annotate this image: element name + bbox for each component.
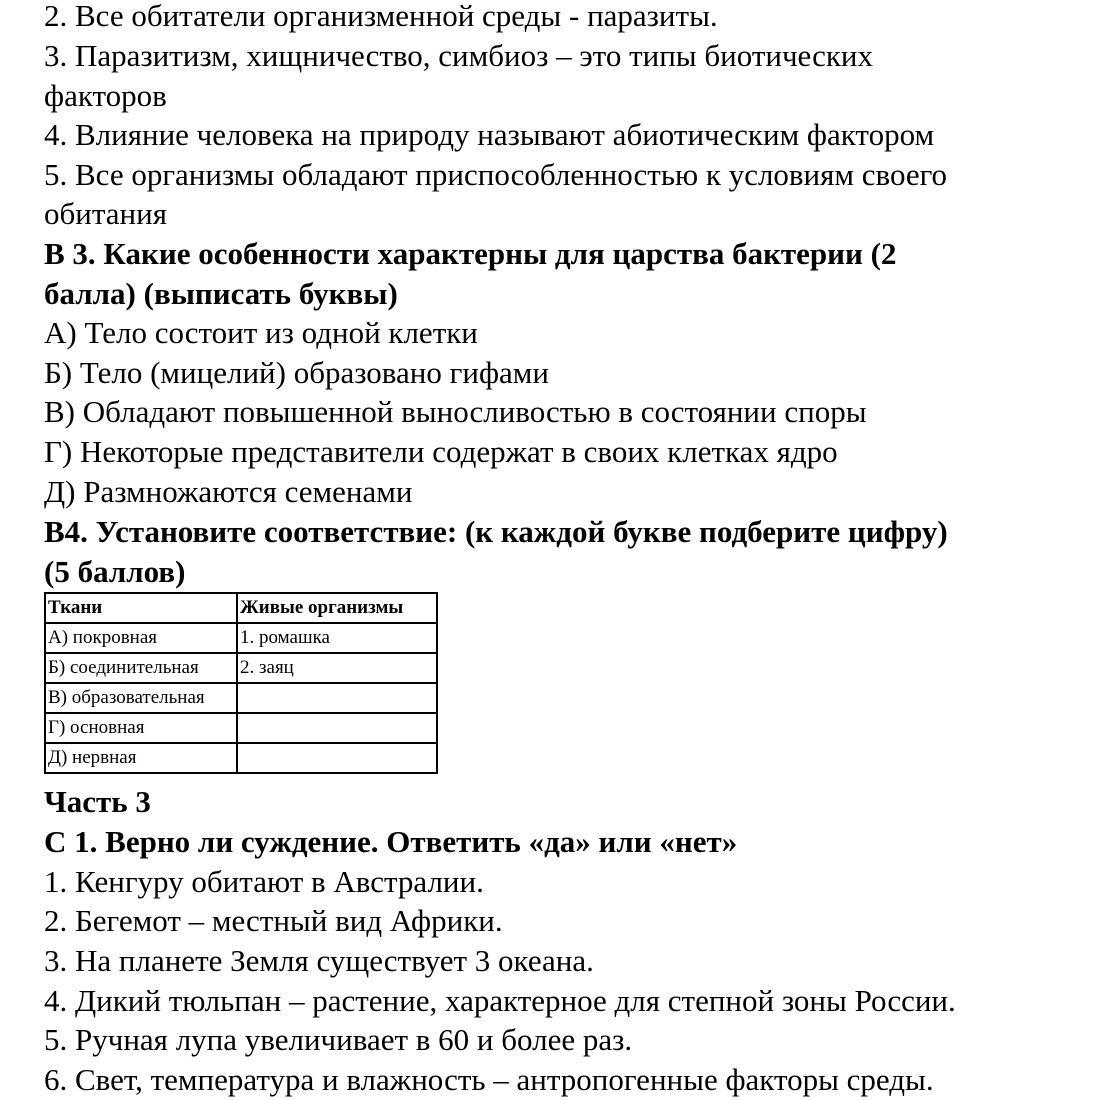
table-cell-organism	[237, 683, 437, 713]
b3-option-g: Г) Некоторые представители содержат в своих клетках ядро	[44, 434, 838, 469]
table-cell-organism	[237, 713, 437, 743]
table-cell-tissue: А) покровная	[45, 623, 237, 653]
table-cell-tissue: Г) основная	[45, 713, 237, 743]
table-cell-organism: 2. заяц	[237, 653, 437, 683]
statement-2: 2. Все обитатели организменной среды - паразиты.	[44, 0, 718, 33]
b3-option-b: Б) Тело (мицелий) образовано гифами	[44, 355, 549, 390]
statement-4: 4. Влияние человека на природу называют абиотическим фактором	[44, 117, 935, 152]
table-header-tissues: Ткани	[45, 593, 237, 623]
statement-3: 3. Паразитизм, хищничество, симбиоз – это типы биотических	[44, 38, 873, 73]
statement-3-continued: факторов	[44, 78, 167, 113]
c1-item-5: 5. Ручная лупа увеличивает в 60 и более раз.	[44, 1022, 633, 1057]
c1-item-3: 3. На планете Земля существует 3 океана.	[44, 943, 594, 978]
c1-item-2: 2. Бегемот – местный вид Африки.	[44, 903, 503, 938]
table-cell-tissue: Б) соединительная	[45, 653, 237, 683]
table-cell-tissue: Д) нервная	[45, 743, 237, 773]
c1-item-1: 1. Кенгуру обитают в Австралии.	[44, 864, 484, 899]
table-row	[45, 713, 437, 743]
table-cell-organism: 1. ромашка	[237, 623, 437, 653]
b4-heading: В4. Установите соответствие: (к каждой букве подберите цифру)	[44, 514, 948, 549]
b3-heading-continued: балла) (выписать буквы)	[44, 276, 398, 311]
b3-option-a: А) Тело состоит из одной клетки	[44, 315, 478, 350]
table-row	[45, 623, 437, 653]
table-header-organisms: Живые организмы	[237, 593, 437, 623]
b3-heading: В 3. Какие особенности характерны для царства бактерии (2	[44, 236, 897, 271]
table-cell-organism	[237, 743, 437, 773]
table-cell-tissue: В) образовательная	[45, 683, 237, 713]
table-header-row	[45, 593, 437, 623]
c1-item-4: 4. Дикий тюльпан – растение, характерное для степной зоны России.	[44, 983, 956, 1018]
part3-title: Часть 3	[44, 784, 151, 819]
c1-heading: С 1. Верно ли суждение. Ответить «да» или «нет»	[44, 824, 738, 859]
table-row	[45, 653, 437, 683]
statement-5: 5. Все организмы обладают приспособленностью к условиям своего	[44, 157, 948, 192]
table-row	[45, 743, 437, 773]
c1-item-6: 6. Свет, температура и влажность – антропогенные факторы среды.	[44, 1062, 934, 1097]
table-row	[45, 683, 437, 713]
b4-heading-continued: (5 баллов)	[44, 554, 186, 589]
b3-option-v: В) Обладают повышенной выносливостью в состоянии споры	[44, 394, 867, 429]
b3-option-d: Д) Размножаются семенами	[44, 474, 413, 509]
statement-5-continued: обитания	[44, 196, 167, 231]
matching-table	[44, 592, 438, 774]
